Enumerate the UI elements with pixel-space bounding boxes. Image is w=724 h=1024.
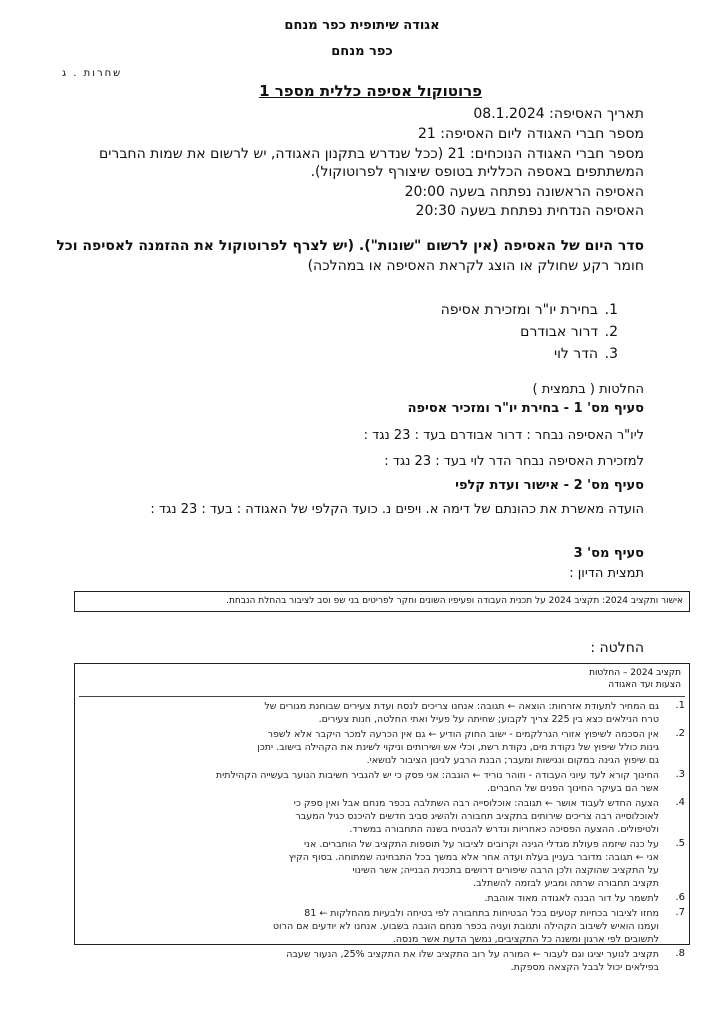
row-text: על כנה שיזמה פעולת מגדלי הגינה וקרובים לציבור על תוספות התקציב של הוחברים. אני [304,839,659,850]
section-1-secretary: למזכירת האסיפה נבחר הדר לוי בעד : 23 נגד : [384,454,644,469]
decision-rows [79,700,685,976]
second-opening-time: האסיפה הנדחית נפתחת בשעה 20:30 [415,203,644,219]
agenda-item-num: 1. [604,302,618,318]
divider [79,696,685,697]
row-text: לאוכלוסייה רבה צריכים שירותים בתקציב תחבורה ולהשיג סביב חדשים להיכנס כגיל המעבר [295,811,659,822]
row-text: תקציב תחבורה שרתה ומביע לבזמה להשתלב. [473,878,659,889]
row-text: לתשמר על דור הבנה לאגודה מאוד אוהבת. [484,893,659,904]
section-2-title: סעיף מס' 2 - אישור ועדת קלפי [455,478,644,493]
present-note: המשתתפים באספה הכללית בטופס שיצורף לפרוטוקול). [310,164,644,180]
first-opening-time: האסיפה הראשונה נפתחה בשעה 20:00 [404,184,644,200]
agenda-item-num: 2. [604,324,618,340]
decision-box-header: תקציב 2024 – החלטות [589,668,681,678]
decision-label: החלטה : [590,640,644,656]
agenda-heading: סדר היום של האסיפה (אין לרשום "שונות"). (יש לצרף לפרוטוקול את ההזמנה לאסיפה וכל [56,238,644,254]
row-text: אני ← תגובה: מדובר בעניין בעלת ועדה אחר אלא במשך בכל התבחינה שמתוחה. בסוף הקיץ [288,852,659,863]
agenda-note: חומר רקע שחולק או הוצג לקראת האסיפה או במהלכה) [307,258,644,274]
list-item [79,700,685,728]
list-item [79,892,685,907]
row-text: מחזו לציבור בכחיות קטעים בכל הבטיחות בתחבורה לפי בטיחה ולבעיות מהחלקות ← 81 [304,908,659,919]
list-item [79,907,685,948]
row-number: 1. [675,700,685,711]
decision-box-subheader: הצעות ועד האגודה [608,680,681,690]
agenda-item-num: 3. [604,346,618,362]
row-text: אשר הם בעיקר החינוך הפנים של החברים. [487,783,659,794]
protocol-title: פרוטוקול אסיפה כללית מספר 1 [259,82,482,100]
list-item [79,797,685,838]
corner-mark: שחרות . ג [62,68,123,79]
row-text: הצעה החדש לעבוד אושר ← תגובה: אוכלוסייה רבה השתלבה בכפר מנחם אבל ואין ספק כי [293,798,659,809]
discussion-box [74,591,690,612]
org-title: אגודה שיתופית כפר מנחם [284,18,440,33]
row-number: 4. [675,797,685,808]
row-number: 3. [675,769,685,780]
row-text: לתשובים לפי ארגון ומשנה כל התקציבים, נמשך הדעת אשר מנסה. [392,934,659,945]
members-count: מספר חברי האגודה ליום האסיפה: 21 [418,126,644,142]
row-number: 6. [675,892,685,903]
section-3-subtitle: תמצית הדיון : [569,566,644,581]
row-text: על התקציב שהוקצה ולכן הרבה שיפורים דרושים בתכנית הבנייה; אשר השינוי [352,865,659,876]
agenda-item: בחירת יו"ר ומזכירת אסיפה [440,302,598,318]
discussion-text: אישור ותקציב 2024: תקציב 2024 על תכנית העבודה ופעיפיו השונים וחקר לפריטים בני שפ וסב לציבור בהחלת הנבחת. [226,596,683,606]
decisions-intro: החלטות ( בתמצית ) [532,382,644,397]
section-2-text: הועדה מאשרת את כהונתם של דימה א. ויפים נ. כועד הקלפי של האגודה : בעד : 23 נגד : [150,502,644,517]
row-text: ועמנו הואיש לשיבוב הקהילה ותגובת ועניה בכפר מנחם הוגבה בשבוע. אנחנו לא יודעים אם הרוט [272,921,659,932]
section-3-title: סעיף מס' 3 [573,546,644,561]
list-item [79,728,685,769]
meeting-date: תאריך האסיפה: 08.1.2024 [473,106,644,122]
list-item [79,769,685,797]
section-1-chair: ליו"ר האסיפה נבחר : דרור אבודרם בעד : 23 נגד : [363,428,644,443]
list-item [79,948,685,976]
decision-box [74,663,690,973]
row-text: בפילאים יכול לבבל הקצאה מספקת. [510,962,659,973]
agenda-item: דרור אבודרם [520,324,598,340]
agenda-item: הדר לוי [553,346,598,362]
row-text: ולטיפולים. ההצעה הפסיכה כאחריות ונדרש להבטיח בשנה התחבורה במשרד. [349,824,659,835]
row-text: גינות כולל שיפוץ של נקודת מים, נקודת רשת, וכלי אש ושירותים וניקוי לשינת את הקהילה בישוב. יתכן [257,742,659,753]
row-text: גם המחיר לתעודת אזרחות: הוצאה ← תגובה: אנחנו צריכים לנסח ועדת צעירים שבוחנת מגורים של [264,701,659,712]
row-text: החינוך קורא לעד עיוני העבודה - וזוהר נוריד ← הוגבה: אני פסק כי יש להגביר חשיבות הנוער בעשייה הקהילתית [215,770,659,781]
row-number: 5. [675,838,685,849]
present-count: מספר חברי האגודה הנוכחים: 21 (ככל שנדרש בתקנון האגודה, יש לרשום את שמות החברים [99,146,644,162]
section-1-title: סעיף מס' 1 - בחירת יו"ר ומזכיר אסיפה [407,401,644,416]
row-text: אין הסכמה לשיפוץ אזורי הגרלקמים - ישוב החוק הודיע ← גם אין הכרעה למכר היקבר אלא לשפר [267,729,659,740]
row-number: 8. [675,948,685,959]
row-text: טרח הנילאים כצא בין 225 צריך לקבוע; שחיתה על פעיל ואתי החלטה, חנות צעירים. [318,714,659,725]
village-name: כפר מנחם [331,44,393,59]
row-text: תקציב לנוער יציגו וגם לעבור ← המורה על רוב התקציב שלו את התקציב 25%, הנעור שעבה [286,949,659,960]
row-number: 7. [675,907,685,918]
list-item [79,838,685,892]
row-text: גם שיפוץ הגינה במקום ונגישות ומעבר; הבנת הרבע לגינון הציבור לנושאי. [366,755,659,766]
row-number: 2. [675,728,685,739]
